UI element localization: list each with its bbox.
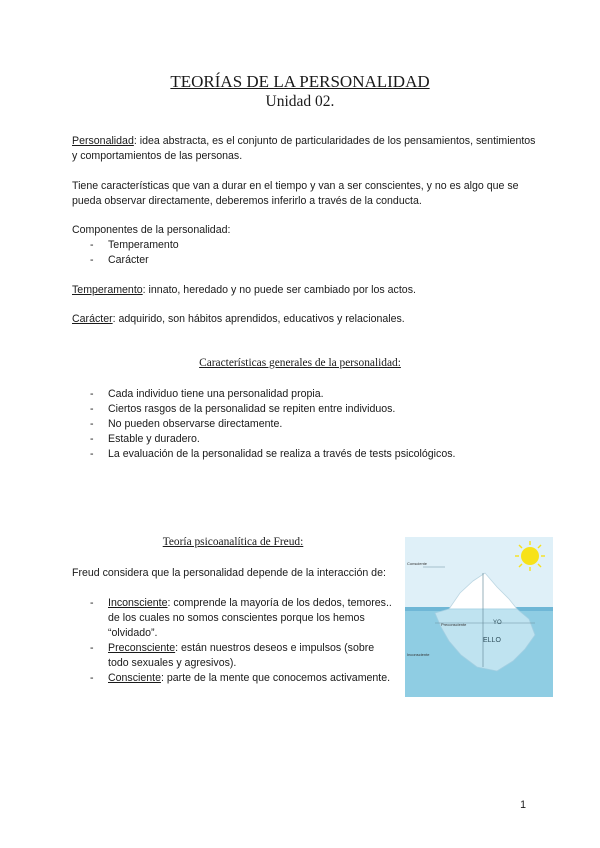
freud-intro: Freud considera que la personalidad depende de la interacción de:	[72, 567, 386, 579]
list-item: - Estable y duradero.	[72, 432, 455, 447]
document-title: TEORÍAS DE LA PERSONALIDAD	[170, 72, 430, 91]
document-subtitle: Unidad 02.	[265, 93, 335, 110]
list-item: - Temperamento	[72, 238, 179, 253]
caracter-definition	[72, 312, 542, 327]
caracter-def: : adquirido, son hábitos aprendidos, educativos y relacionales.	[112, 313, 405, 325]
freud-heading: Teoría psicoanalítica de Freud:	[162, 536, 304, 548]
temperamento-def: : innato, heredado y no puede ser cambiado por los actos.	[142, 284, 416, 296]
components-label: Componentes de la personalidad:	[72, 224, 231, 236]
iceberg-label-ello: ELLO	[483, 637, 501, 644]
list-item: - Consciente: parte de la mente que conocemos activamente.	[72, 671, 394, 686]
iceberg-label-preconsciente: Preconsciente	[441, 622, 467, 627]
temperamento-term: Temperamento	[72, 284, 143, 296]
list-item: - Cada individuo tiene una personalidad propia.	[72, 387, 455, 402]
components-list	[72, 238, 179, 268]
caracter-term: Carácter	[72, 313, 113, 325]
freud-list	[72, 596, 394, 686]
iceberg-image	[405, 537, 553, 697]
iceberg-label-consciente: Consciente	[407, 561, 428, 566]
general-characteristics-heading: Características generales de la personalidad:	[199, 357, 401, 369]
list-item: - Carácter	[72, 253, 179, 268]
iceberg-label-yo: YO	[493, 620, 502, 626]
characteristics-paragraph: Tiene características que van a durar en el tiempo y van a ser conscientes, y no es algo que se pueda observar directamente, deberemos inferirlo a través de la conducta.	[72, 180, 519, 207]
page-number: 1	[520, 799, 526, 811]
temperamento-definition	[72, 283, 542, 298]
list-item: - Inconsciente: comprende la mayoría de los dedos, temores.. de los cuales no somos conscientes porque los hemos “olvidado”.	[72, 596, 394, 641]
preconsciente-term: Preconsciente	[108, 642, 176, 654]
iceberg-label-inconsciente: Inconsciente	[407, 652, 430, 657]
personalidad-definition	[72, 134, 542, 164]
list-item: - No pueden observarse directamente.	[72, 417, 455, 432]
consciente-term: Consciente	[108, 672, 161, 684]
personalidad-def: : idea abstracta, es el conjunto de particularidades de los pensamientos, sentimientos y comportamientos de las personas.	[72, 135, 536, 162]
personalidad-term: Personalidad	[72, 135, 134, 147]
general-characteristics-list	[72, 387, 455, 462]
inconsciente-term: Inconsciente	[108, 597, 168, 609]
list-item: - Ciertos rasgos de la personalidad se repiten entre individuos.	[72, 402, 455, 417]
list-item: - Preconsciente: están nuestros deseos e impulsos (sobre todo sexuales y agresivos).	[72, 641, 394, 671]
list-item: - La evaluación de la personalidad se realiza a través de tests psicológicos.	[72, 447, 455, 462]
